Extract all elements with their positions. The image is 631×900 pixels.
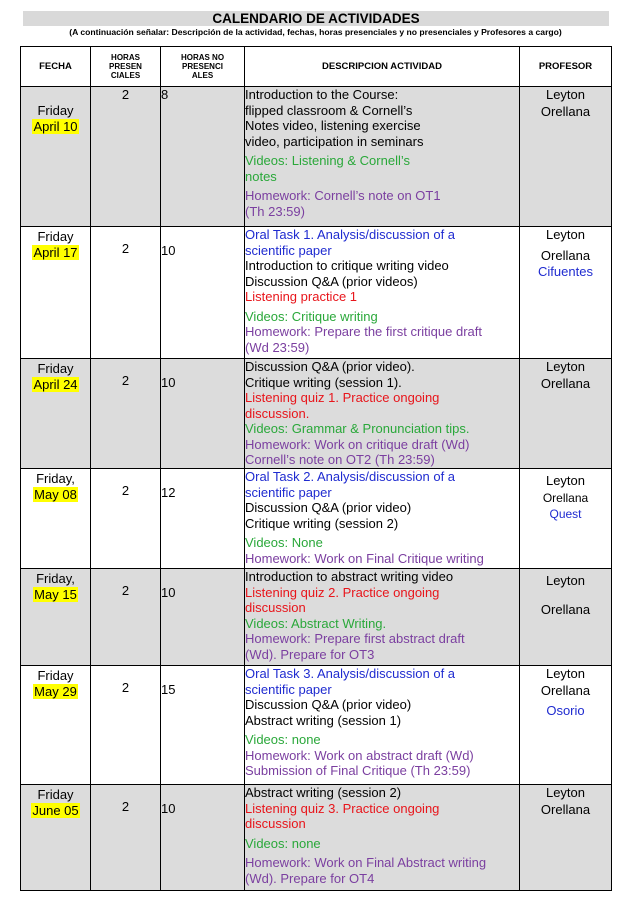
professor-name: Leyton (545, 473, 586, 488)
day-label: Friday (37, 103, 74, 118)
description-line: flipped classroom & Cornell’s (245, 102, 413, 118)
description-cell (245, 87, 520, 227)
table-row (21, 359, 612, 469)
description-line: Cornell’s note on OT2 (Th 23:59) (245, 452, 435, 467)
date-highlight: April 17 (33, 245, 78, 260)
professor-name: Leyton (545, 359, 586, 374)
description-line: Videos: Grammar & Pronunciation tips. (245, 421, 470, 436)
day-label: Friday (37, 787, 74, 802)
description-line: scientific paper (245, 681, 332, 697)
horas-no-presenciales-cell: 8 (161, 87, 245, 227)
day-label: Friday (37, 668, 74, 683)
description-line: Critique writing (session 2) (245, 515, 399, 531)
professor-name: Orellana (540, 103, 591, 119)
date-highlight: May 29 (34, 684, 77, 699)
date-cell (21, 227, 91, 359)
col-header-horas-presenciales: HORAS PRESEN CIALES (91, 47, 161, 87)
description-line: Discussion Q&A (prior video) (245, 697, 412, 712)
description-line: Homework: Work on critique draft (Wd) (245, 436, 470, 452)
horas-presenciales-cell: 2 (91, 227, 161, 359)
horas-no-presenciales-cell: 15 (161, 666, 245, 785)
horas-no-presenciales-cell: 10 (161, 227, 245, 359)
description-line: Listening quiz 2. Practice ongoing (245, 584, 440, 600)
date-cell (21, 569, 91, 666)
professor-name: Quest (549, 507, 582, 521)
table-row (21, 666, 612, 785)
horas-presenciales-cell: 2 (91, 359, 161, 469)
description-line: discussion. (245, 405, 310, 421)
table-row (21, 469, 612, 569)
description-line: (Wd). Prepare for OT3 (245, 646, 375, 662)
date-highlight: June 05 (32, 803, 79, 818)
professor-cell (520, 569, 612, 666)
activities-table (20, 46, 612, 891)
description-line: Homework: Work on Final Abstract writing (245, 855, 487, 870)
description-line: Videos: Critique writing (245, 308, 378, 324)
professor-cell (520, 359, 612, 469)
description-line: Homework: Work on abstract draft (Wd) (245, 747, 474, 763)
professor-cell (520, 666, 612, 785)
horas-presenciales-cell: 2 (91, 569, 161, 666)
professor-name: Cifuentes (538, 264, 593, 279)
description-line: Listening quiz 3. Practice ongoing (245, 800, 440, 816)
description-cell (245, 469, 520, 569)
table-row (21, 227, 612, 359)
professor-name: Orellana (540, 801, 591, 817)
description-line: Videos: none (245, 835, 321, 851)
col-header-descripcion: DESCRIPCION ACTIVIDAD (245, 47, 520, 87)
description-line: Introduction to critique writing video (245, 258, 449, 273)
description-line: video, participation in seminars (245, 133, 424, 149)
table-row (21, 569, 612, 666)
horas-no-presenciales-cell: 12 (161, 469, 245, 569)
day-label: Friday (37, 361, 74, 376)
professor-cell (520, 87, 612, 227)
description-line: (Wd). Prepare for OT4 (245, 870, 375, 886)
description-cell (245, 666, 520, 785)
date-highlight: May 15 (34, 587, 77, 602)
description-line: Oral Task 3. Analysis/discussion of a (245, 666, 456, 681)
description-line: Discussion Q&A (prior video) (245, 500, 412, 515)
description-line: Introduction to abstract writing video (245, 569, 454, 584)
description-line: Videos: Abstract Writing. (245, 615, 387, 631)
horas-no-presenciales-cell: 10 (161, 569, 245, 666)
description-line: Videos: none (245, 732, 321, 747)
date-cell (21, 785, 91, 891)
professor-name: Leyton (545, 227, 586, 242)
horas-no-presenciales-cell: 10 (161, 785, 245, 891)
description-line: scientific paper (245, 242, 332, 258)
description-line: Homework: Work on Final Critique writing (245, 550, 484, 566)
description-line: Notes video, listening exercise (245, 118, 421, 133)
table-row (21, 785, 612, 891)
date-cell (21, 359, 91, 469)
date-highlight: May 08 (34, 487, 77, 502)
professor-cell (520, 469, 612, 569)
professor-name: Orellana (540, 682, 591, 698)
date-highlight: April 24 (33, 377, 78, 392)
description-line: notes (245, 168, 277, 184)
professor-name: Orellana (540, 247, 591, 263)
description-line: Critique writing (session 1). (245, 374, 402, 390)
description-line: Videos: Listening & Cornell’s (245, 153, 411, 168)
date-cell (21, 666, 91, 785)
horas-presenciales-cell: 2 (91, 785, 161, 891)
professor-name: Leyton (545, 87, 586, 102)
description-line: Introduction to the Course: (245, 87, 399, 102)
day-label: Friday, (36, 571, 75, 586)
professor-name: Osorio (546, 703, 585, 718)
professor-name: Orellana (540, 601, 591, 617)
description-line: Abstract writing (session 2) (245, 785, 402, 800)
description-cell (245, 227, 520, 359)
description-line: Abstract writing (session 1) (245, 712, 402, 728)
description-line: Discussion Q&A (prior video). (245, 359, 415, 374)
col-header-fecha: FECHA (21, 47, 91, 87)
description-line: Homework: Cornell’s note on OT1 (245, 188, 441, 203)
description-line: Homework: Prepare the first critique draft (245, 324, 482, 339)
description-line: discussion (245, 816, 306, 831)
description-line: Oral Task 1. Analysis/discussion of a (245, 227, 456, 242)
professor-name: Leyton (545, 573, 586, 588)
description-line: Discussion Q&A (prior videos) (245, 273, 418, 289)
header-row (21, 47, 612, 87)
day-label: Friday, (36, 471, 75, 486)
description-line: Listening quiz 1. Practice ongoing (245, 390, 440, 405)
description-line: Homework: Prepare first abstract draft (245, 631, 465, 646)
day-label: Friday (37, 229, 74, 244)
date-cell (21, 469, 91, 569)
description-line: (Th 23:59) (245, 203, 305, 219)
description-line: discussion (245, 600, 306, 615)
description-line: Oral Task 2. Analysis/discussion of a (245, 469, 456, 484)
description-line: Videos: None (245, 535, 323, 550)
professor-name: Leyton (545, 785, 586, 800)
description-cell (245, 359, 520, 469)
description-line: scientific paper (245, 484, 332, 500)
professor-cell (520, 785, 612, 891)
document-subtitle: (A continuación señalar: Descripción de la actividad, fechas, horas presenciales y no presenciales y Profesores a cargo) (69, 27, 562, 37)
professor-name: Leyton (545, 666, 586, 681)
document-title: CALENDARIO DE ACTIVIDADES (23, 11, 609, 26)
table-row (21, 87, 612, 227)
table-body (21, 87, 612, 891)
description-line: Submission of Final Critique (Th 23:59) (245, 763, 471, 778)
description-cell (245, 569, 520, 666)
date-cell (21, 87, 91, 227)
description-line: (Wd 23:59) (245, 339, 310, 355)
professor-cell (520, 227, 612, 359)
professor-name: Orellana (542, 490, 589, 505)
horas-presenciales-cell: 2 (91, 87, 161, 227)
horas-presenciales-cell: 2 (91, 469, 161, 569)
horas-presenciales-cell: 2 (91, 666, 161, 785)
horas-no-presenciales-cell: 10 (161, 359, 245, 469)
col-header-horas-no-presenciales: HORAS NO PRESENCI ALES (161, 47, 245, 87)
col-header-profesor: PROFESOR (520, 47, 612, 87)
date-highlight: April 10 (33, 119, 78, 134)
description-line: Listening practice 1 (245, 289, 358, 304)
professor-name: Orellana (540, 375, 591, 391)
description-cell (245, 785, 520, 891)
